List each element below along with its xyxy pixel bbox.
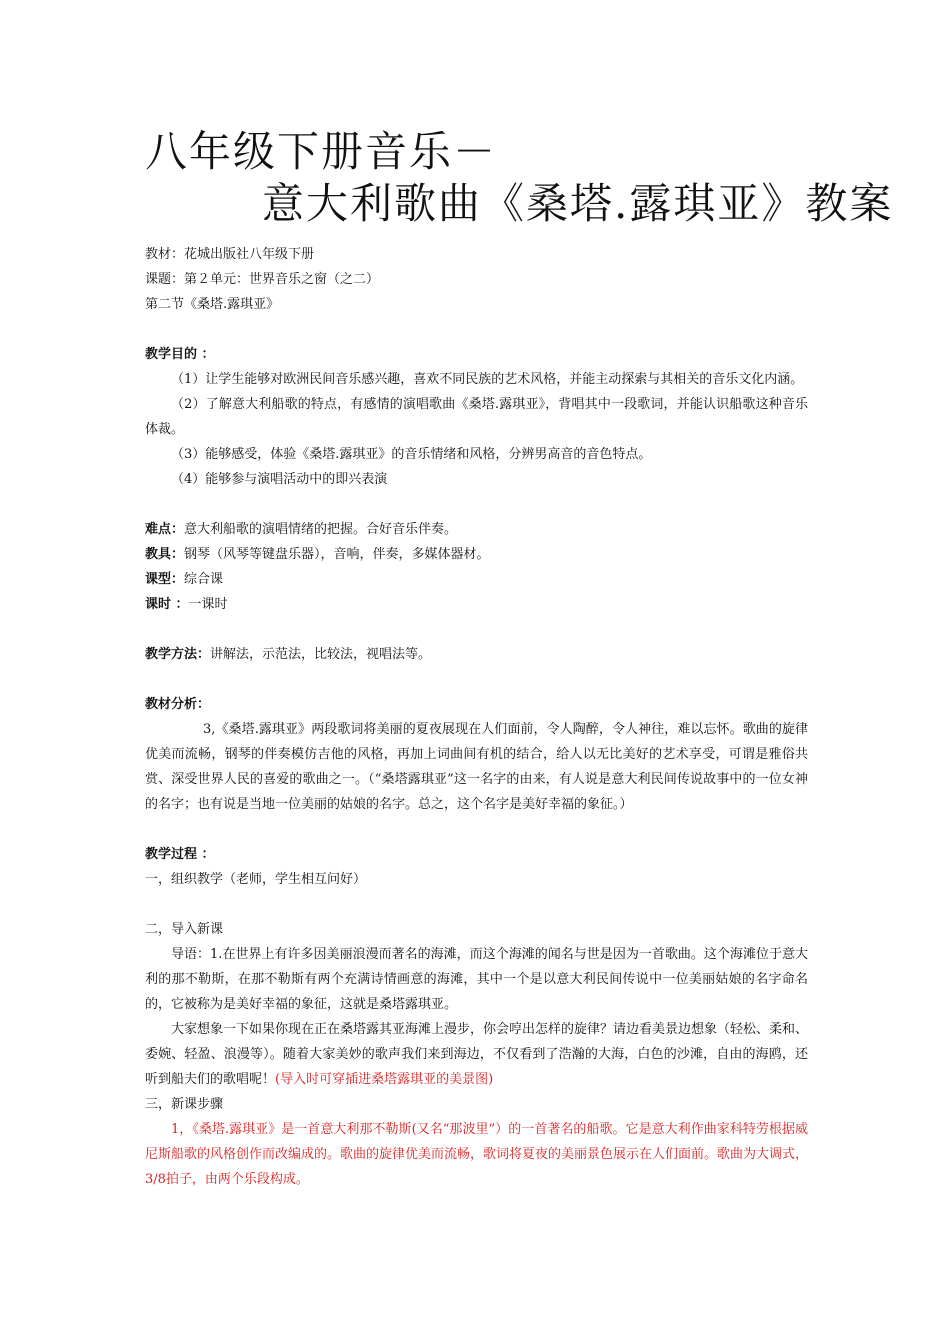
process-step-1: 一，组织教学（老师，学生相互问好） [145, 872, 367, 887]
methods-text: 讲解法，示范法，比较法，视唱法等。 [210, 647, 432, 662]
new-lesson-paragraph-1: 1，《桑塔.露琪亚》是一首意大利那不勒斯(又名“那波里”）的一首著名的船歌。它是意大利作曲家科特劳根据威尼斯船歌的风格创作而改编成的。歌曲的旋律优美而流畅，歌词将夏夜的美丽景色展示在人们面前。歌曲为大调式，3/8拍子，由两个乐段构成。 [145, 1122, 809, 1187]
hours-text: 一课时 [188, 597, 228, 612]
hours-line [145, 592, 808, 617]
difficulty-label: 难点： [145, 522, 185, 537]
intro-paragraph-1: 导语：1.在世界上有许多因美丽浪漫而著名的海滩，而这个海滩的闻名与世是因为一首歌曲。这个海滩位于意大利的那不勒斯，在那不勒斯有两个充满诗情画意的海滩，其中一个是以意大利民间传说中一位美丽姑娘的名字命名的，它被称为是美好幸福的象征，这就是桑塔露琪亚。 [145, 947, 808, 1012]
tools-text: 钢琴（风琴等键盘乐器），音响，伴奏，多媒体器材。 [184, 547, 490, 562]
analysis-heading: 教材分析： [145, 697, 211, 712]
intro-paragraph-2-note: (导入时可穿插进桑塔露琪亚的美景图) [275, 1072, 494, 1087]
meta-material: 教材：花城出版社八年级下册 [145, 247, 315, 262]
goals-heading: 教学目的 ： [145, 347, 215, 362]
intro-paragraph-2-text: 大家想象一下如果你现在正在桑塔露其亚海滩上漫步，你会哼出怎样的旋律？请边看美景边想象（轻松、柔和、委婉、轻盈、浪漫等）。随着大家美妙的歌声我们来到海边，不仅看到了浩瀚的大海，白色的沙滩，自由的海鸥，还听到船夫们的歌唱呢！ [145, 1022, 809, 1087]
type-line [145, 567, 808, 592]
goal-item-2: （2）了解意大利船歌的特点，有感情的演唱歌曲《桑塔.露琪亚》，背唱其中一段歌词，并能认识船歌这种音乐体裁。 [145, 397, 808, 437]
tools-line [145, 542, 808, 567]
hours-label: 课时 ： [145, 597, 189, 612]
methods-line [145, 642, 808, 667]
goal-item-1: （1）让学生能够对欧洲民间音乐感兴趣，喜欢不同民族的艺术风格，并能主动探索与其相关的音乐文化内涵。 [171, 372, 804, 387]
goal-item-4: （4）能够参与演唱活动中的即兴表演 [171, 472, 388, 487]
goal-item-3: （3）能够感受，体验《桑塔.露琪亚》的音乐情绪和风格，分辨男高音的音色特点。 [171, 447, 652, 462]
doc-title-line1: 八年级下册音乐－ [145, 127, 498, 176]
methods-label: 教学方法： [145, 647, 211, 662]
type-text: 综合课 [184, 572, 224, 587]
process-heading: 教学过程 ： [145, 847, 215, 862]
doc-title-line2: 意大利歌曲《桑塔.露琪亚》教案 [262, 179, 894, 228]
meta-topic: 课题：第２单元：世界音乐之窗（之二） [145, 272, 380, 287]
difficulty-line [145, 517, 808, 542]
type-label: 课型： [145, 572, 185, 587]
difficulty-text: 意大利船歌的演唱情绪的把握。合好音乐伴奏。 [184, 522, 458, 537]
analysis-text: 3,《桑塔.露琪亚》两段歌词将美丽的夏夜展现在人们面前，令人陶醉，令人神往，难以忘怀。歌曲的旋律优美而流畅，钢琴的伴奏模仿吉他的风格，再加上词曲间有机的结合，给人以无比美好的艺术享受，可谓是雅俗共赏、深受世界人民的喜爱的歌曲之一。（“桑塔露琪亚”这一名字的由来，有人说是意大利民间传说故事中的一位女神的名字；也有说是当地一位美丽的姑娘的名字。总之，这个名字是美好幸福的象征。） [145, 722, 808, 812]
process-step-2: 二，导入新课 [145, 922, 224, 937]
doc-body [145, 242, 808, 1192]
process-step-3: 三，新课步骤 [145, 1097, 224, 1112]
meta-section: 第二节《桑塔.露琪亚》 [145, 297, 280, 312]
intro-paragraph-2 [145, 1017, 808, 1092]
tools-label: 教具： [145, 547, 185, 562]
